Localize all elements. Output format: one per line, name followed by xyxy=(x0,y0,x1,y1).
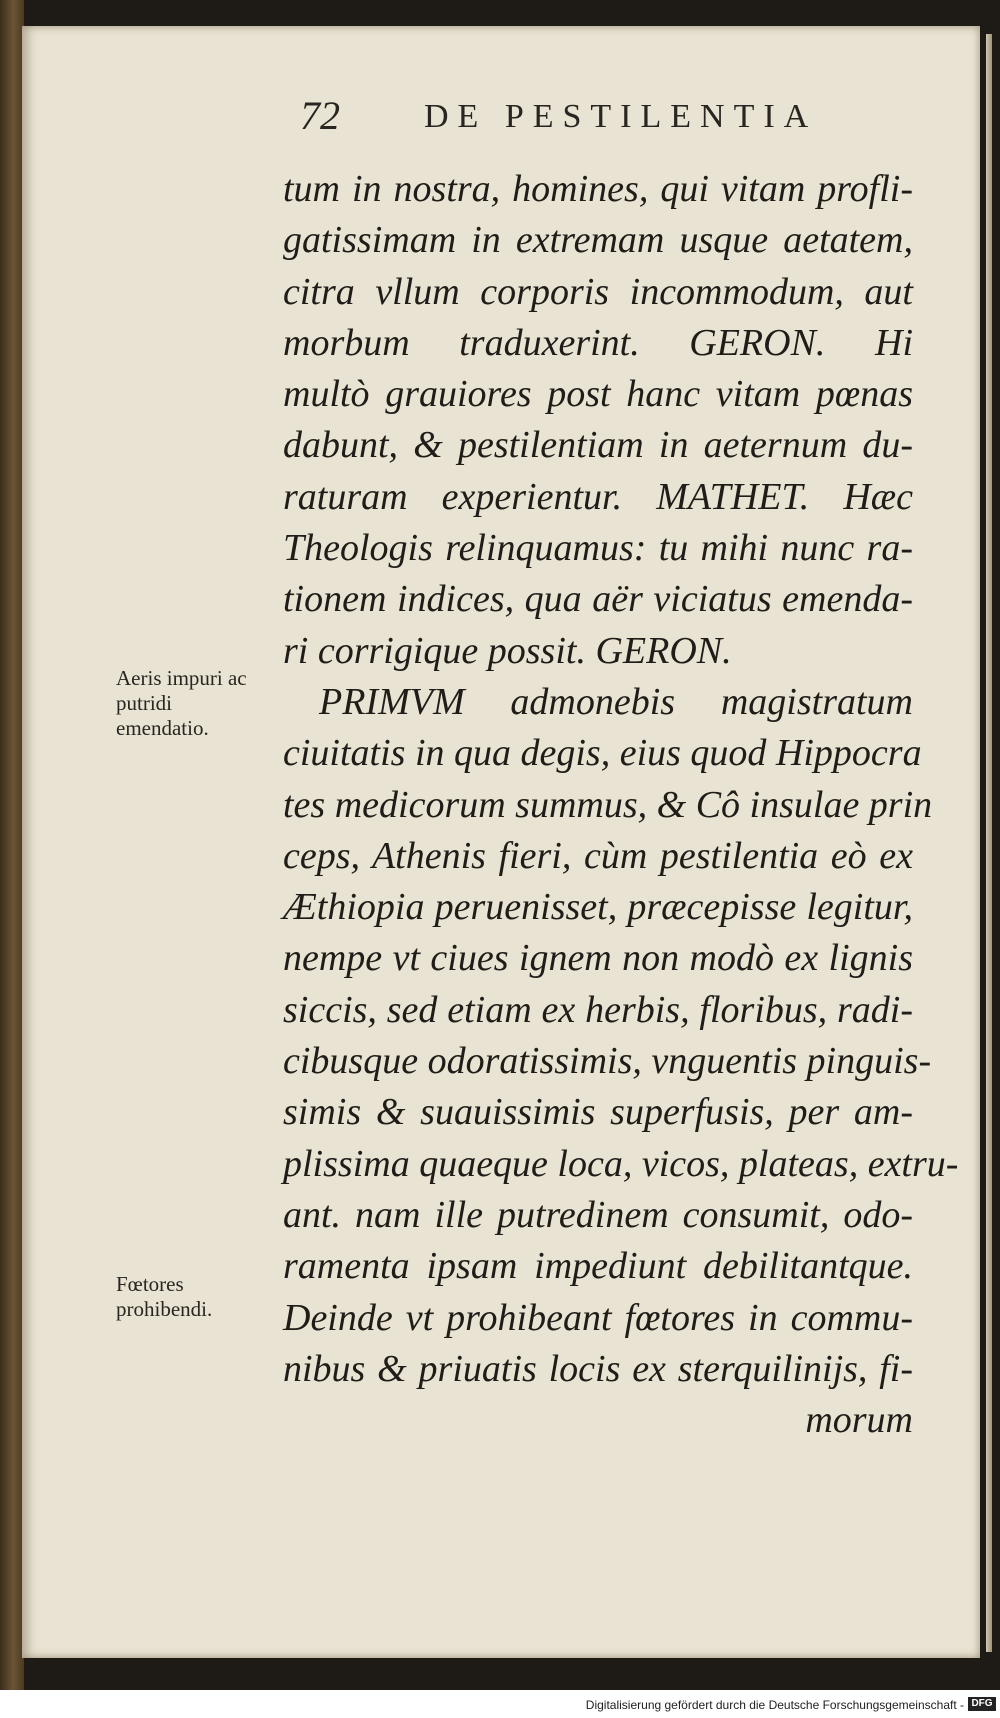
text-line: ramenta ipsam impediunt debilitantque. xyxy=(283,1245,913,1288)
text-line: nibus & priuatis locis ex sterquilinijs, fi- xyxy=(283,1347,913,1390)
body-text xyxy=(283,164,959,1446)
text-line: morbum traduxerint. GERON. Hi xyxy=(283,321,913,364)
margin-note: Aeris impuri ac putridi emendatio. xyxy=(116,666,247,740)
text-line: siccis, sed etiam ex herbis, floribus, radi- xyxy=(283,988,913,1031)
text-line: Deinde vt prohibeant fœtores in commu- xyxy=(283,1296,913,1339)
page-number: 72 xyxy=(300,93,340,138)
text-line: dabunt, & pestilentiam in aeternum du- xyxy=(283,424,913,467)
footer-credit: Digitalisierung gefördert durch die Deutsche Forschungsgemeinschaft - xyxy=(585,1698,964,1712)
text-line: gatissimam in extremam usque aetatem, xyxy=(283,219,913,262)
text-line: PRIMVM admonebis magistratum xyxy=(319,680,913,723)
margin-note: Fœtores prohibendi. xyxy=(116,1272,213,1321)
text-line: plissima quaeque loca, vicos, plateas, extru- xyxy=(283,1142,959,1185)
footer-bar xyxy=(0,1690,1000,1718)
text-line: ri corrigique possit. GERON. xyxy=(283,629,732,672)
running-head xyxy=(300,92,860,152)
text-line: Æthiopia peruenisset, præcepisse legitur, xyxy=(283,886,913,929)
text-line: simis & suauissimis superfusis, per am- xyxy=(283,1091,913,1134)
text-line: ceps, Athenis fieri, cùm pestilentia eò ex xyxy=(283,834,913,877)
running-head-title: DE PESTILENTIA xyxy=(424,98,818,135)
text-line: citra vllum corporis incommodum, aut xyxy=(283,270,913,313)
text-line: tionem indices, qua aër viciatus emenda- xyxy=(283,578,913,621)
text-line: raturam experientur. MATHET. Hæc xyxy=(283,475,913,518)
text-line: multò grauiores post hanc vitam pœnas xyxy=(283,373,913,416)
book-spine xyxy=(0,0,24,1690)
catchword: morum xyxy=(805,1399,913,1442)
text-line: ciuitatis in qua degis, eius quod Hippocra xyxy=(283,732,922,775)
text-line: tum in nostra, homines, qui vitam profli- xyxy=(283,168,913,210)
text-line: ant. nam ille putredinem consumit, odo- xyxy=(283,1193,913,1236)
text-line: cibusque odoratissimis, vnguentis pinguis- xyxy=(283,1040,932,1083)
dfg-logo-icon: DFG xyxy=(968,1697,996,1711)
page-edge xyxy=(986,34,992,1652)
text-line: tes medicorum summus, & Cô insulae prin xyxy=(283,783,933,826)
text-line: nempe vt ciues ignem non modò ex lignis xyxy=(283,937,913,980)
text-line: Theologis relinquamus: tu mihi nunc ra- xyxy=(283,527,913,570)
